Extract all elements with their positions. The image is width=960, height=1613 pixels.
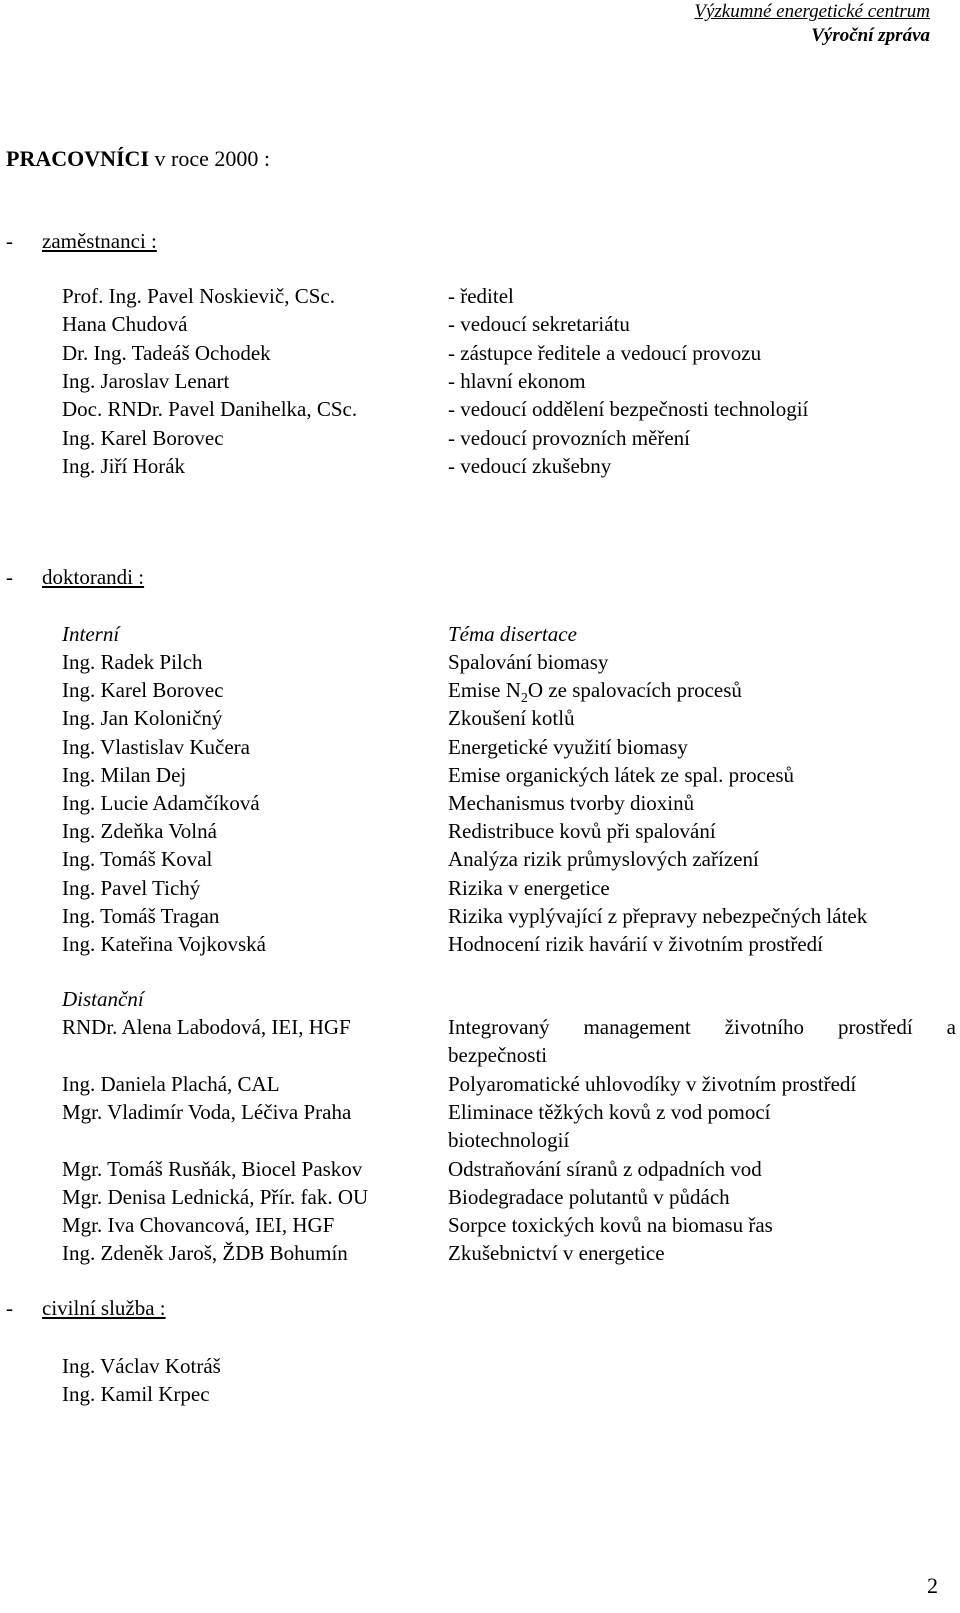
employee-role: - hlavní ekonom (448, 368, 586, 393)
distance-heading: Distanční (62, 987, 144, 1011)
section-doctoral (6, 565, 144, 590)
employee-role: - vedoucí oddělení bezpečnosti technologií (448, 397, 809, 422)
dissertation-topic: Spalování biomasy (448, 650, 609, 674)
dissertation-topic: Analýza rizik průmyslových zařízení (448, 847, 759, 872)
employee-role: - zástupce ředitele a vedoucí provozu (448, 340, 762, 365)
section-label: doktorandi : (42, 565, 145, 589)
dissertation-topic: Emise $N_2O$ ze spalovacích procesů (448, 678, 742, 707)
doctoral-name: Mgr. Tomáš Rusňák, Biocel Paskov (62, 1157, 363, 1181)
dissertation-topic: Integrovaný management životního prostředí a (448, 1015, 956, 1039)
list-row (62, 1380, 942, 1409)
dissertation-topic-continued: bezpečnosti (448, 1043, 548, 1068)
employee-role: - ředitel (448, 284, 514, 308)
employee-name: Ing. Jiří Horák (62, 453, 186, 478)
dissertation-topic: Odstraňování síranů z odpadních vod (448, 1157, 762, 1181)
section-employees (6, 229, 157, 254)
doctoral-name: Ing. Pavel Tichý (62, 875, 201, 900)
list-row (62, 367, 942, 396)
page-number: 2 (927, 1573, 938, 1598)
dissertation-topic: Rizika vyplývající z přepravy nebezpečných látek (448, 903, 868, 928)
doctoral-name: Ing. Tomáš Koval (62, 847, 213, 872)
list-row (62, 648, 942, 677)
dissertation-topic: Mechanismus tvorby dioxinů (448, 791, 695, 815)
dissertation-topic: Biodegradace polutantů v půdách (448, 1185, 730, 1209)
section-label: zaměstnanci : (42, 229, 157, 253)
list-row (62, 1239, 942, 1268)
internal-heading: Interní (62, 622, 120, 646)
employee-name: Ing. Jaroslav Lenart (62, 368, 230, 393)
list-row (62, 1041, 942, 1070)
dissertation-topic: Zkoušení kotlů (448, 706, 575, 731)
internal-heading-row (62, 620, 942, 649)
dissertation-topic: Zkušebnictví v energetice (448, 1241, 665, 1265)
dissertation-topic: Emise organických látek ze spal. procesů (448, 762, 794, 787)
doctoral-name: Ing. Radek Pilch (62, 650, 203, 674)
doctoral-name: Ing. Jan Koloničný (62, 706, 223, 731)
distance-heading-row (62, 985, 942, 1014)
employee-role: - vedoucí provozních měření (448, 425, 690, 450)
list-row (62, 761, 942, 790)
dissertation-topic-continued: biotechnologií (448, 1128, 570, 1153)
doctoral-name: Ing. Milan Dej (62, 762, 187, 787)
section-dash: - (6, 229, 13, 253)
section-civil (6, 1296, 166, 1321)
doctoral-name: Mgr. Iva Chovancová, IEI, HGF (62, 1213, 335, 1237)
title-bold: PRACOVNÍCI (6, 146, 149, 171)
page-header (694, 0, 930, 48)
list-row (62, 1352, 942, 1381)
doctoral-name: RNDr. Alena Labodová, IEI, HGF (62, 1015, 351, 1039)
doctoral-name: Ing. Kateřina Vojkovská (62, 932, 266, 956)
list-row (62, 845, 942, 874)
header-report: Výroční zpráva (811, 25, 930, 46)
list-row (62, 704, 942, 733)
doctoral-name: Mgr. Vladimír Voda, Léčiva Praha (62, 1100, 352, 1124)
list-row (62, 424, 942, 453)
dissertation-topic: Hodnocení rizik havárií v životním prostředí (448, 932, 823, 956)
doctoral-name: Ing. Karel Borovec (62, 678, 224, 703)
list-row (62, 310, 942, 339)
doctoral-name: Ing. Zdeňka Volná (62, 819, 217, 844)
list-row (62, 874, 942, 903)
employee-name: Hana Chudová (62, 312, 188, 337)
list-row (62, 789, 942, 818)
employee-name: Ing. Karel Borovec (62, 425, 224, 450)
dissertation-topic: Sorpce toxických kovů na biomasu řas (448, 1213, 773, 1237)
list-row (62, 1070, 942, 1099)
dissertation-topic: Energetické využití biomasy (448, 734, 688, 759)
page-title (6, 146, 270, 172)
list-row (62, 817, 942, 846)
list-row (62, 395, 942, 424)
doctoral-name: Ing. Zdeněk Jaroš, ŽDB Bohumín (62, 1241, 348, 1265)
list-row (62, 1155, 942, 1184)
subscript: 2 (520, 691, 528, 707)
doctoral-name: Ing. Vlastislav Kučera (62, 734, 250, 759)
dissertation-topic: Polyaromatické uhlovodíky v životním prostředí (448, 1072, 857, 1096)
doctoral-name: Ing. Daniela Plachá, CAL (62, 1072, 280, 1096)
dissertation-topic: Eliminace těžkých kovů z vod pomocí (448, 1100, 771, 1124)
employee-name: Doc. RNDr. Pavel Danihelka, CSc. (62, 397, 358, 422)
list-row (62, 452, 942, 481)
doctoral-name: Mgr. Denisa Lednická, Přír. fak. OU (62, 1185, 369, 1209)
dissertation-topic: Rizika v energetice (448, 875, 610, 900)
list-row (62, 339, 942, 368)
list-row (62, 282, 942, 311)
list-row (62, 676, 942, 705)
civil-service-name: Ing. Kamil Krpec (62, 1382, 210, 1407)
topic-heading: Téma disertace (448, 622, 577, 646)
doctoral-name: Ing. Tomáš Tragan (62, 903, 220, 928)
dissertation-topic: Redistribuce kovů při spalování (448, 819, 716, 844)
list-row (62, 1126, 942, 1155)
employee-role: - vedoucí zkušebny (448, 453, 612, 478)
employee-role: - vedoucí sekretariátu (448, 312, 630, 337)
civil-service-name: Ing. Václav Kotráš (62, 1354, 221, 1378)
section-dash: - (6, 565, 13, 589)
employee-name: Prof. Ing. Pavel Noskievič, CSc. (62, 284, 335, 308)
list-row (62, 902, 942, 931)
list-row (62, 733, 942, 762)
employee-name: Dr. Ing. Tadeáš Ochodek (62, 340, 271, 365)
header-institute: Výzkumné energetické centrum (694, 1, 930, 22)
section-dash: - (6, 1296, 13, 1320)
list-row (62, 930, 942, 959)
list-row (62, 1183, 942, 1212)
doctoral-name: Ing. Lucie Adamčíková (62, 791, 260, 815)
list-row (62, 1211, 942, 1240)
section-label: civilní služba : (42, 1296, 166, 1320)
list-row (62, 1098, 942, 1127)
title-rest: v roce 2000 : (154, 146, 270, 171)
